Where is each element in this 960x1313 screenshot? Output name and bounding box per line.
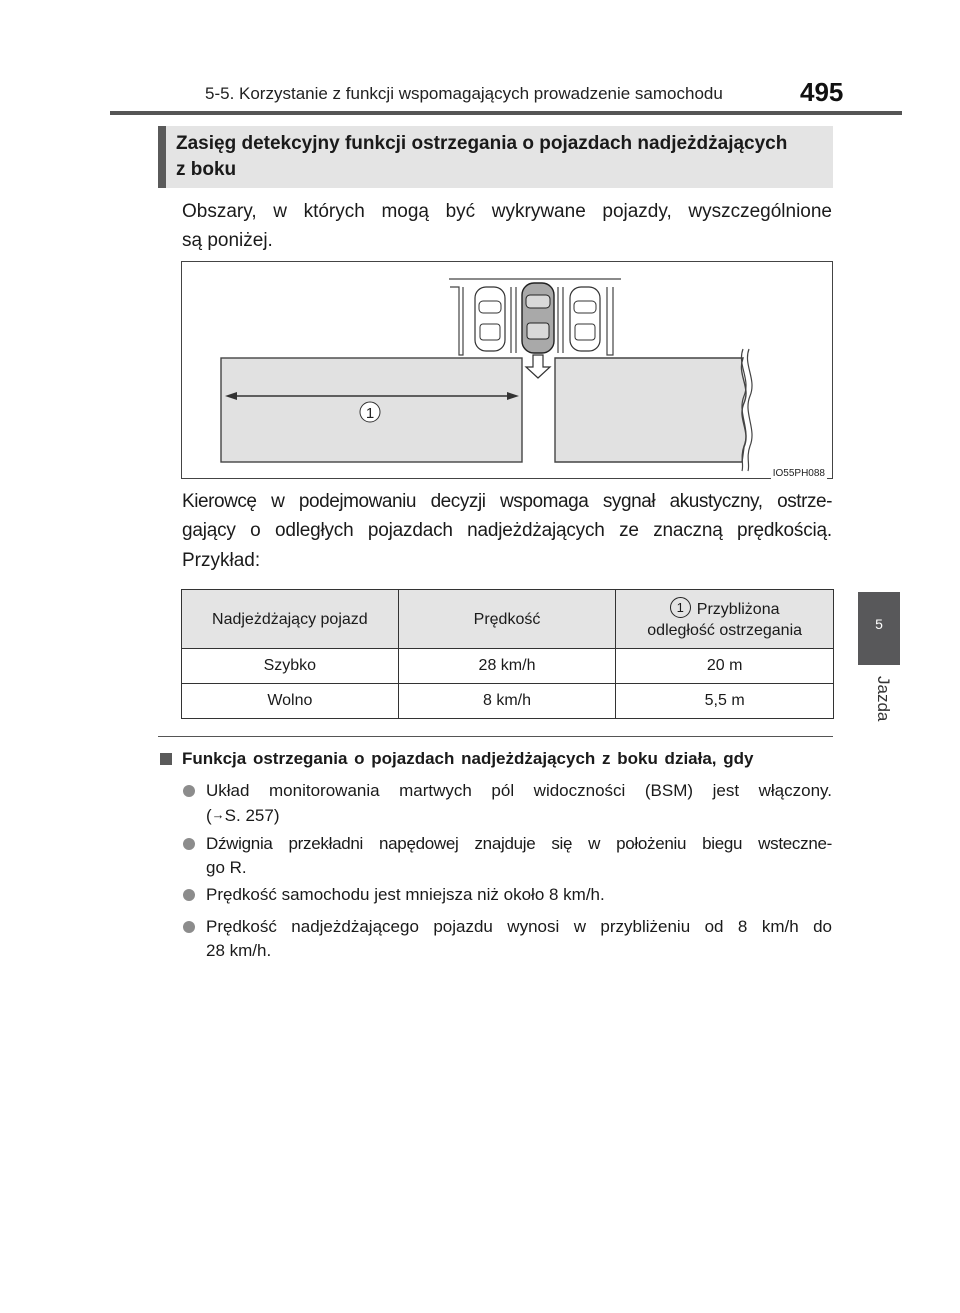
running-head: 5-5. Korzystanie z funkcji wspomagających prowadzenie samochodu <box>205 84 723 103</box>
header-rule <box>110 111 902 115</box>
intro-line2: są poniżej. <box>182 230 273 251</box>
intro-line1: Obszary, w których mogą być wykrywane pojazdy, wyszczególnione <box>182 201 832 222</box>
car-parked-right <box>570 287 600 351</box>
square-bullet-icon <box>160 753 172 765</box>
header-distance <box>616 590 834 649</box>
bullet-dot-icon <box>183 889 195 901</box>
cell-distance: 5,5 m <box>616 684 834 719</box>
condition-2-line2: go R. <box>206 858 247 877</box>
header-distance-line2: odległość ostrzegania <box>647 622 803 639</box>
callout-number-table: 1 <box>670 597 691 618</box>
bullet-dot-icon <box>183 785 195 797</box>
chapter-label-text: Jazda <box>874 676 893 722</box>
condition-2-line1: Dźwignia przekładni napędowej znajduje się w położeniu biegu wsteczne- <box>206 834 832 853</box>
detection-area-figure <box>181 261 833 479</box>
bullet-dot-icon <box>183 838 195 850</box>
callout-number: 1 <box>365 405 375 422</box>
header-vehicle: Nadjeżdżający pojazd <box>182 590 399 649</box>
section-title-line1: Zasięg detekcyjny funkcji ostrzegania o pojazdach nadjeżdżających <box>176 133 788 154</box>
chapter-tab[interactable] <box>858 592 900 665</box>
condition-4-line1: Prędkość nadjeżdżającego pojazdu wynosi w przybliżeniu od 8 km/h do <box>206 917 832 936</box>
cell-vehicle: Wolno <box>182 684 399 719</box>
table-row <box>182 684 834 719</box>
car-reversing <box>522 283 554 353</box>
bullet-dot-icon <box>183 921 195 933</box>
section-title-line2: z boku <box>176 159 237 180</box>
cell-speed: 8 km/h <box>398 684 616 719</box>
chapter-label <box>855 672 903 732</box>
condition-1-line2 <box>206 802 832 829</box>
detection-zone-right <box>555 358 746 462</box>
condition-3-line1: Prędkość samochodu jest mniejsza niż około 8 km/h. <box>206 885 605 904</box>
section-title-bar <box>158 126 166 188</box>
conditions-heading: Funkcja ostrzegania o pojazdach nadjeżdżających z boku działa, gdy <box>182 749 754 768</box>
cell-speed: 28 km/h <box>398 649 616 684</box>
description-line2: gający o odległych pojazdach nadjeżdżających ze znaczną prędkością. <box>182 520 832 541</box>
page-reference-link[interactable]: S. 257) <box>224 806 280 825</box>
description-line1: Kierowcę w podejmowaniu decyzji wspomaga sygnał akustyczny, ostrze- <box>182 491 832 512</box>
table-header-row <box>182 590 834 649</box>
figure-code: IO55PH088 <box>772 468 825 479</box>
table-row <box>182 649 834 684</box>
condition-1-line1: Układ monitorowania martwych pól widoczności (BSM) jest włączony. <box>206 781 832 800</box>
arrow-right-icon: → <box>211 807 225 822</box>
cell-distance: 20 m <box>616 649 834 684</box>
cell-vehicle: Szybko <box>182 649 399 684</box>
header-speed: Prędkość <box>398 590 616 649</box>
ref-open-paren: ( <box>206 806 212 825</box>
condition-4-line2: 28 km/h. <box>206 941 272 960</box>
warning-distance-table <box>181 589 834 719</box>
section-title <box>176 131 826 183</box>
section-title-box <box>158 126 833 188</box>
section-separator <box>158 736 833 737</box>
page-number: 495 <box>800 77 844 107</box>
header-distance-line1: Przybliżona <box>696 601 780 618</box>
example-label: Przykład: <box>182 550 261 571</box>
car-parked-left <box>475 287 505 351</box>
chapter-tab-number: 5 <box>875 616 883 632</box>
detection-area-diagram <box>181 261 833 479</box>
